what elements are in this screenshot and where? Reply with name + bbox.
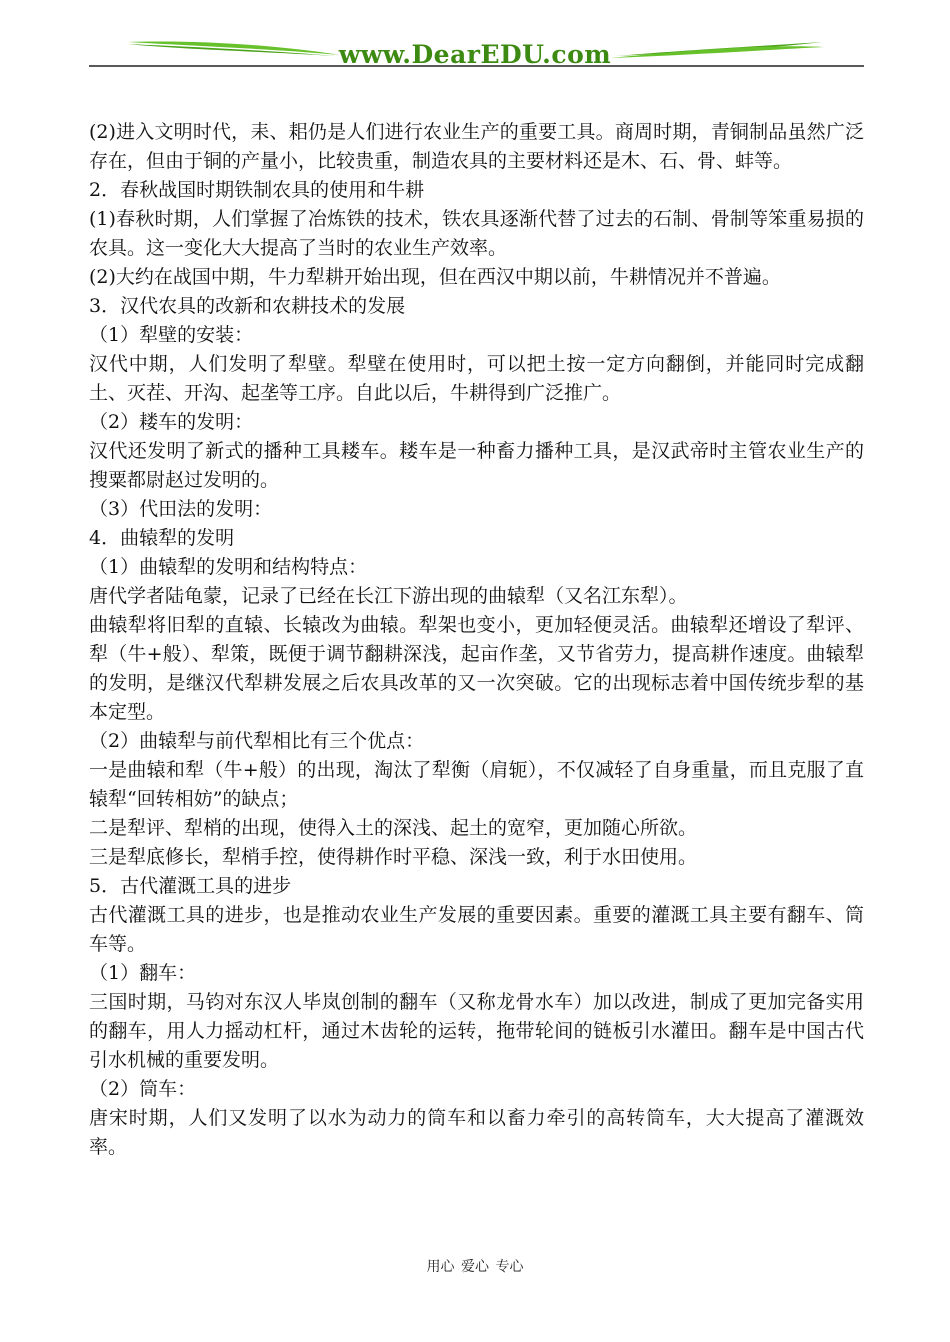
paragraph: 古代灌溉工具的进步，也是推动农业生产发展的重要因素。重要的灌溉工具主要有翻车、筒车等。 [89,904,864,955]
site-logo-text: www.DearEDU.com [338,40,612,69]
subsection-heading: （1）犁壁的安装： [89,324,254,346]
subsection-heading: （2）耧车的发明： [89,411,254,433]
subsection-heading: （1）翻车： [89,962,197,984]
section-heading: 4．曲辕犁的发明 [89,527,235,549]
paragraph: 唐宋时期，人们又发明了以水为动力的筒车和以畜力牵引的高转筒车，大大提高了灌溉效率。 [89,1107,864,1158]
subsection-heading: （2）曲辕犁与前代犁相比有三个优点： [89,730,425,752]
paragraph: 汉代还发明了新式的播种工具耧车。耧车是一种畜力播种工具，是汉武帝时主管农业生产的搜粟都尉赵过发明的。 [89,440,864,491]
page-footer: 用心 爱心 专心 [426,1259,524,1275]
page-header [0,0,950,80]
section-heading: 3．汉代农具的改新和农耕技术的发展 [89,295,406,317]
paragraph: 三是犁底修长，犁梢手控，使得耕作时平稳、深浅一致，利于水田使用。 [89,846,698,868]
subsection-heading: （3）代田法的发明： [89,498,273,520]
section-heading: 5．古代灌溉工具的进步 [89,875,292,897]
paragraph: 一是曲辕和犁（牛+般）的出现，淘汰了犁衡（肩轭），不仅减轻了自身重量，而且克服了直辕犁“回转相妨”的缺点； [89,759,864,810]
document-body [89,118,864,1162]
paragraph: (1)春秋时期，人们掌握了冶炼铁的技术，铁农具逐渐代替了过去的石制、骨制等笨重易损的农具。这一变化大大提高了当时的农业生产效率。 [89,208,864,259]
paragraph: 三国时期，马钧对东汉人毕岚创制的翻车（又称龙骨水车）加以改进，制成了更加完备实用的翻车，用人力摇动杠杆，通过木齿轮的运转，拖带轮间的链板引水灌田。翻车是中国古代引水机械的重要发明。 [89,991,864,1071]
paragraph: (2)大约在战国中期，牛力犁耕开始出现，但在西汉中期以前，牛耕情况并不普遍。 [89,266,781,288]
section-heading: 2．春秋战国时期铁制农具的使用和牛耕 [89,179,425,201]
paragraph: 二是犁评、犁梢的出现，使得入土的深浅、起土的宽窄，更加随心所欲。 [89,817,698,839]
paragraph: 汉代中期，人们发明了犁壁。犁壁在使用时，可以把土按一定方向翻倒，并能同时完成翻土、灭茬、开沟、起垄等工序。自此以后，牛耕得到广泛推广。 [89,353,864,404]
subsection-heading: （1）曲辕犁的发明和结构特点： [89,556,368,578]
paragraph: 曲辕犁将旧犁的直辕、长辕改为曲辕。犁架也变小，更加轻便灵活。曲辕犁还增设了犁评、犁（牛+般）、犁策，既便于调节翻耕深浅，起亩作垄，又节省劳力，提高耕作速度。曲辕犁的发明，是继汉代犁耕发展之后农具改革的又一次突破。它的出现标志着中国传统步犁的基本定型。 [89,614,864,723]
subsection-heading: （2）筒车： [89,1078,197,1100]
paragraph: 唐代学者陆龟蒙，记录了已经在长江下游出现的曲辕犁（又名江东犁）。 [89,585,688,607]
paragraph: (2)进入文明时代，耒、耜仍是人们进行农业生产的重要工具。商周时期，青铜制品虽然广泛存在，但由于铜的产量小，比较贵重，制造农具的主要材料还是木、石、骨、蚌等。 [89,121,864,172]
